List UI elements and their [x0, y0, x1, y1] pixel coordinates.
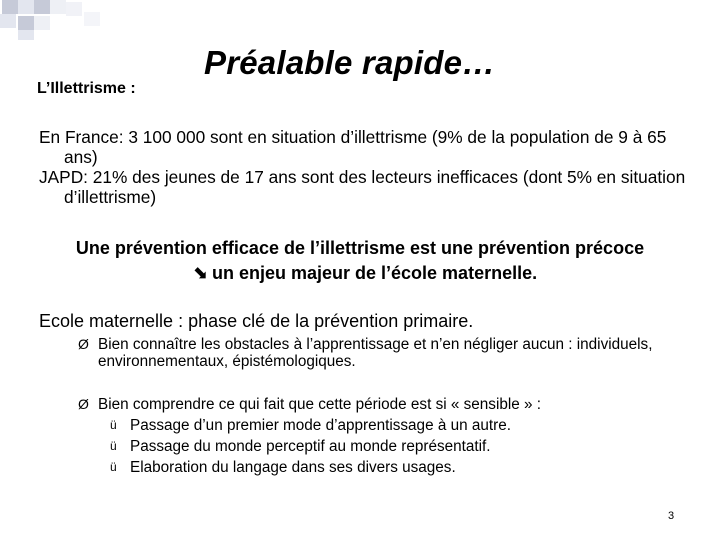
deco-square: [34, 16, 50, 30]
bullet-text: Bien comprendre ce qui fait que cette période est si « sensible » :: [98, 396, 542, 413]
check-item-text: Elaboration du langage dans ses divers usages.: [130, 459, 456, 476]
checklist: [110, 415, 511, 478]
key-message: [0, 236, 720, 286]
key-message-line1: Une prévention efficace de l’illettrisme est une prévention précoce: [75, 238, 645, 258]
deco-square: [50, 0, 66, 14]
arrow-bullet-icon: Ø: [78, 396, 89, 412]
key-message-line2: un enjeu majeur de l’école maternelle.: [211, 263, 538, 283]
deco-square: [34, 0, 50, 14]
check-item: [110, 457, 511, 478]
checkmark-icon: ü: [110, 460, 117, 474]
phase-statement: Ecole maternelle : phase clé de la prévention primaire.: [39, 311, 474, 331]
key-message-line2-wrap: [10, 261, 720, 286]
deco-square: [18, 0, 34, 14]
intro-line-france: En France: 3 100 000 sont en situation d’illettrisme (9% de la population de 9 à 65 ans): [39, 127, 667, 167]
decorative-squares: [0, 0, 160, 40]
slide-title: Préalable rapide…: [204, 44, 496, 81]
bullet-text: Bien connaître les obstacles à l’apprentissage et n’en négliger aucun : individuels, environnementaux, épistémologiques.: [98, 336, 653, 370]
check-item: [110, 415, 511, 436]
deco-square: [18, 16, 34, 30]
check-item-text: Passage du monde perceptif au monde représentatif.: [130, 438, 491, 455]
checkmark-icon: ü: [110, 418, 117, 432]
deco-square: [0, 14, 16, 28]
list-item: [78, 396, 698, 413]
check-item: [110, 436, 511, 457]
check-item-text: Passage d’un premier mode d’apprentissage à un autre.: [130, 417, 511, 434]
intro-block: [39, 127, 689, 207]
arrow-icon: ➡: [188, 260, 214, 286]
list-item: [78, 336, 698, 370]
arrow-bullet-icon: Ø: [78, 336, 89, 352]
section-label: L’Illettrisme :: [37, 80, 136, 97]
deco-square: [66, 2, 82, 16]
deco-square: [84, 12, 100, 26]
checkmark-icon: ü: [110, 439, 117, 453]
intro-line-japd: JAPD: 21% des jeunes de 17 ans sont des lecteurs inefficaces (dont 5% en situation d’illettrisme): [39, 167, 686, 207]
deco-square: [18, 30, 34, 40]
page-number: 3: [668, 510, 675, 522]
deco-square: [2, 0, 18, 14]
